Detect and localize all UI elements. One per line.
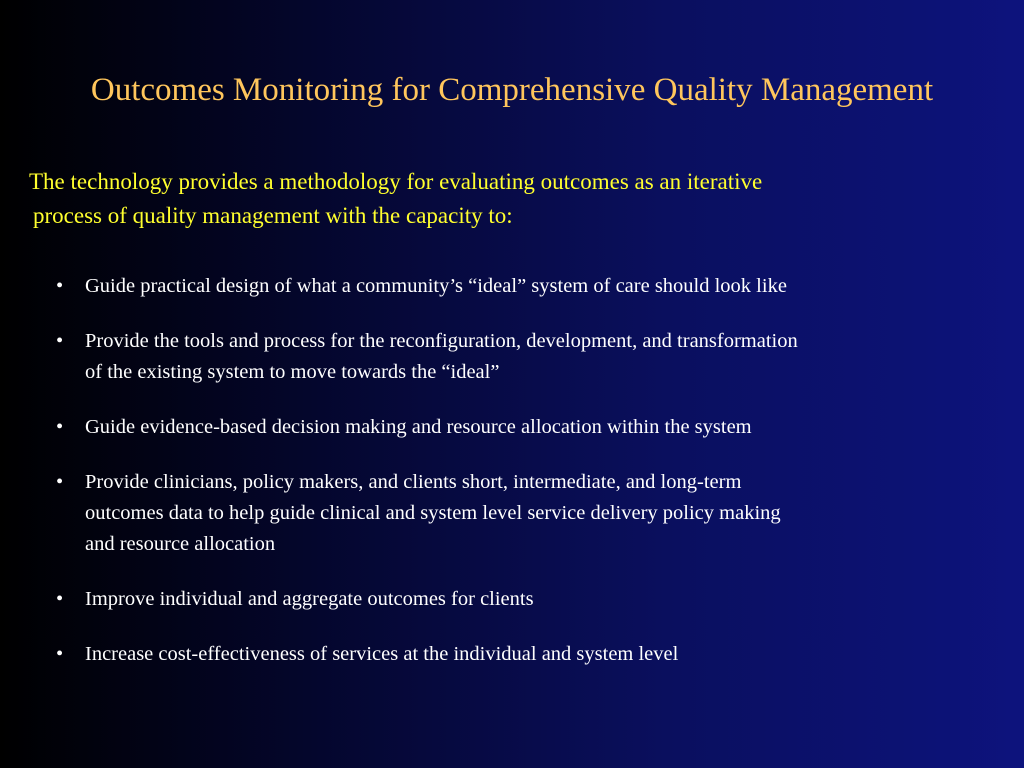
intro-paragraph xyxy=(29,165,989,233)
bullet-text xyxy=(85,271,986,302)
bullet-marker: • xyxy=(56,330,64,352)
bullet-text xyxy=(85,326,986,388)
bullet-item xyxy=(56,584,986,615)
bullet-marker: • xyxy=(56,471,64,493)
bullet-marker: • xyxy=(56,588,64,610)
bullet-item xyxy=(56,412,986,443)
bullet-list xyxy=(56,271,986,694)
bullet-line: Guide evidence-based decision making and resource allocation within the system xyxy=(85,416,752,438)
slide-title: Outcomes Monitoring for Comprehensive Quality Management xyxy=(90,72,934,108)
bullet-line: Provide the tools and process for the reconfiguration, development, and transformation xyxy=(85,330,798,352)
bullet-text xyxy=(85,584,986,615)
bullet-marker: • xyxy=(56,416,64,438)
bullet-item xyxy=(56,639,986,670)
bullet-marker: • xyxy=(56,275,64,297)
bullet-line: Increase cost-effectiveness of services at the individual and system level xyxy=(85,643,679,665)
bullet-text xyxy=(85,639,986,670)
bullet-line: of the existing system to move towards the “ideal” xyxy=(85,361,500,383)
bullet-item xyxy=(56,326,986,388)
bullet-line: Guide practical design of what a community’s “ideal” system of care should look like xyxy=(85,275,787,297)
bullet-marker: • xyxy=(56,643,64,665)
bullet-line: outcomes data to help guide clinical and system level service delivery policy making xyxy=(85,502,781,524)
bullet-line: Improve individual and aggregate outcomes for clients xyxy=(85,588,534,610)
intro-line: The technology provides a methodology for evaluating outcomes as an iterative xyxy=(29,169,763,194)
bullet-line: and resource allocation xyxy=(85,533,276,555)
bullet-item xyxy=(56,271,986,302)
bullet-line: Provide clinicians, policy makers, and clients short, intermediate, and long-term xyxy=(85,471,742,493)
intro-line: process of quality management with the capacity to: xyxy=(33,203,513,228)
bullet-item xyxy=(56,467,986,560)
bullet-text xyxy=(85,412,986,443)
bullet-text xyxy=(85,467,986,560)
